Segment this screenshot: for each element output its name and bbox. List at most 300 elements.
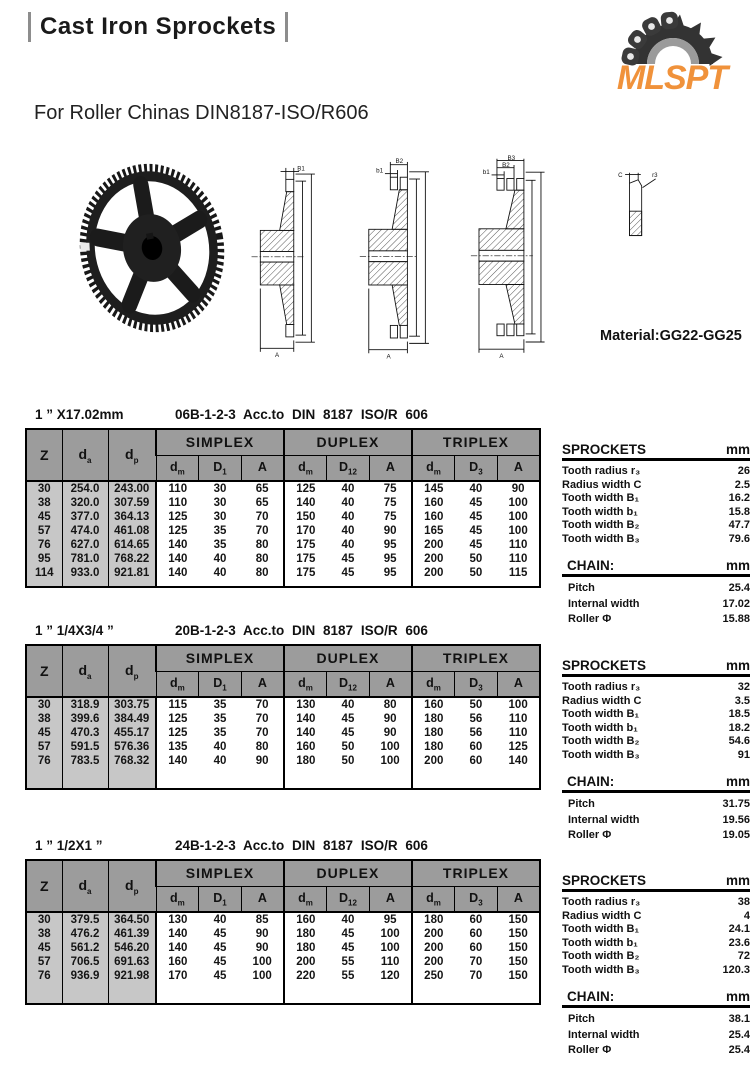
sprockets-spec-list [562, 461, 750, 554]
spec-label: Radius width C [562, 478, 642, 491]
table-cell [199, 768, 242, 789]
table-cell: 160 [424, 699, 444, 711]
title-right-bar [285, 12, 288, 42]
table-cell: 165 [424, 525, 444, 537]
table-cell: 768.32 [108, 754, 156, 768]
spec-row [562, 735, 750, 749]
group-simplex: SIMPLEX [156, 429, 284, 455]
page-title: Cast Iron Sprockets [40, 13, 277, 40]
spec-value: 47.7 [728, 519, 750, 531]
table-cell: 35 [213, 699, 227, 711]
table-cell: 90 [369, 726, 412, 740]
table-cell: 783.5 [62, 754, 108, 768]
table-cell: 56 [469, 713, 483, 725]
table-cell: 933.0 [62, 566, 108, 580]
table-cell: 90 [241, 754, 284, 768]
table-cell: 200 [424, 755, 444, 767]
spec-label: Pitch [568, 798, 595, 810]
table-cell: 160 [168, 956, 188, 968]
unit-label: mm [725, 873, 750, 888]
spec-value: 23.6 [728, 936, 750, 949]
table-cell [369, 983, 412, 1004]
logo-text: MLSPT [616, 59, 728, 92]
table-cell: 591.5 [62, 740, 108, 754]
spec-row [562, 1012, 750, 1028]
sprocket-table-20b [25, 644, 541, 790]
col-a: A [369, 671, 412, 697]
table-cell [199, 580, 242, 587]
spec-value: 25.4 [728, 1028, 750, 1041]
col-dm: $d_m$ [156, 886, 199, 912]
col-dm: $d_m$ [156, 671, 199, 697]
table-cell: 180 [296, 942, 316, 954]
table-cell: 180 [296, 928, 316, 940]
table-cell: 150 [508, 914, 528, 926]
table-cell: 160 [296, 741, 316, 753]
table-cell: 95 [369, 566, 412, 580]
table-cell: 180 [424, 914, 444, 926]
table-cell: 40 [213, 553, 227, 565]
table-cell: 576.36 [108, 740, 156, 754]
dim-label-b1: b1 [482, 169, 490, 177]
table-cell [62, 983, 108, 1004]
spec-label: Roller Φ [568, 829, 612, 841]
table-cell: 180 [296, 755, 316, 767]
chain-spec-list [562, 1008, 750, 1067]
table-cell: 70 [241, 712, 284, 726]
table-section-06b [25, 407, 750, 636]
spec-label: Tooth radius r₃ [562, 465, 641, 477]
table-row [26, 481, 540, 496]
table-cell: 95 [369, 538, 412, 552]
col-a: A [497, 671, 540, 697]
table-cell: 125 [508, 741, 528, 753]
table-cell: 95 [369, 912, 412, 927]
table-cell: 40 [341, 914, 355, 926]
table-cell: 200 [424, 928, 444, 940]
table-cell: 40 [341, 511, 355, 523]
spec-row [562, 506, 750, 520]
table-cell: 150 [296, 511, 316, 523]
col-a: A [241, 671, 284, 697]
spec-row [562, 581, 750, 597]
table-cell [412, 768, 455, 789]
spec-row [562, 695, 750, 709]
table-cell: 364.13 [108, 510, 156, 524]
table-cell: 60 [469, 741, 483, 753]
table-cell: 379.5 [62, 912, 108, 927]
spec-label: Internal width [568, 1028, 640, 1041]
table-cell: 30 [213, 511, 227, 523]
table-cell: 95 [369, 552, 412, 566]
table-cell: 60 [469, 942, 483, 954]
table-cell: 160 [424, 497, 444, 509]
table-cell: 65 [241, 496, 284, 510]
table-cell [369, 768, 412, 789]
spec-value: 32 [737, 681, 750, 693]
dim-label-b1: B1 [297, 165, 305, 173]
spec-label: Tooth width B₃ [562, 748, 640, 761]
spec-label: 06B-1-2-3 Acc.to DIN 8187 ISO/R 606 [175, 407, 428, 422]
table-cell: 200 [424, 942, 444, 954]
spec-value: 31.75 [722, 798, 750, 810]
spec-row [562, 937, 750, 951]
group-duplex: DUPLEX [284, 860, 412, 886]
table-cell [62, 580, 108, 587]
table-cell: 80 [369, 697, 412, 712]
table-cell: 160 [424, 511, 444, 523]
table-cell: 75 [369, 481, 412, 496]
table-cell: 100 [241, 955, 284, 969]
spec-label: Radius width C [562, 909, 642, 922]
table-cell: 45 [469, 539, 483, 551]
col-dm: $d_m$ [284, 455, 327, 481]
col-d3: $D_3$ [455, 671, 498, 697]
spec-value: 17.02 [722, 597, 750, 610]
table-row [26, 927, 540, 941]
table-cell: 125 [168, 525, 188, 537]
table-cell: 140 [168, 942, 188, 954]
table-cell: 921.98 [108, 969, 156, 983]
table-cell: 100 [508, 525, 528, 537]
table-cell [455, 580, 498, 587]
table-cell [497, 768, 540, 789]
dim-label-a: A [274, 352, 280, 360]
table-cell: 70 [469, 970, 483, 982]
table-cell: 76 [26, 754, 62, 768]
table-cell: 70 [241, 510, 284, 524]
table-cell: 70 [241, 697, 284, 712]
spec-label: Roller Φ [568, 1044, 612, 1056]
table-row [26, 566, 540, 580]
unit-label: mm [725, 774, 750, 789]
table-cell: 100 [508, 699, 528, 711]
table-cell: 320.0 [62, 496, 108, 510]
spec-row [562, 1043, 750, 1059]
table-cell: 45 [213, 928, 227, 940]
spec-label: Tooth radius r₃ [562, 681, 641, 693]
table-cell [26, 768, 62, 789]
spec-row [562, 910, 750, 924]
table-cell: 140 [168, 567, 188, 579]
spec-value: 91 [737, 748, 750, 761]
table-cell: 476.2 [62, 927, 108, 941]
table-cell: 175 [296, 567, 316, 579]
table-cell: 50 [341, 755, 355, 767]
table-cell: 140 [168, 928, 188, 940]
col-dm: $d_m$ [412, 671, 455, 697]
table-cell: 30 [26, 697, 62, 712]
group-simplex: SIMPLEX [156, 645, 284, 671]
col-d3: $D_3$ [455, 886, 498, 912]
table-cell: 470.3 [62, 726, 108, 740]
table-cell [497, 580, 540, 587]
col-da: $d_a$ [62, 860, 108, 912]
spec-label: Tooth radius r₃ [562, 896, 641, 908]
table-cell: 90 [369, 712, 412, 726]
spec-panel-06b [562, 442, 750, 636]
col-da: $d_a$ [62, 429, 108, 481]
col-dp: $d_p$ [108, 645, 156, 697]
table-cell: 76 [26, 538, 62, 552]
table-cell: 180 [424, 727, 444, 739]
table-row [26, 754, 540, 768]
table-cell: 90 [369, 524, 412, 538]
size-label: 1 ” 1/2X1 ” [35, 838, 103, 853]
table-body [26, 912, 540, 1004]
table-cell: 546.20 [108, 941, 156, 955]
col-dm: $d_m$ [412, 886, 455, 912]
spec-row [562, 519, 750, 533]
table-cell: 45 [26, 726, 62, 740]
table-cell: 35 [213, 539, 227, 551]
spec-label: Tooth width B₁ [562, 923, 640, 935]
table-cell: 140 [296, 713, 316, 725]
table-cell: 35 [213, 525, 227, 537]
table-row [26, 740, 540, 754]
spec-label: Tooth width B₃ [562, 532, 640, 545]
table-cell: 461.39 [108, 927, 156, 941]
col-da: $d_a$ [62, 645, 108, 697]
table-row [26, 983, 540, 1004]
table-cell [327, 580, 370, 587]
spec-row [562, 964, 750, 978]
spec-value: 4 [743, 909, 750, 922]
spec-row [562, 492, 750, 506]
table-cell: 140 [508, 755, 528, 767]
page-header [28, 12, 288, 42]
col-a: A [241, 455, 284, 481]
table-cell: 150 [508, 928, 528, 940]
table-cell: 40 [341, 539, 355, 551]
table-cell: 40 [213, 755, 227, 767]
spec-row [562, 597, 750, 613]
spec-label: Roller Φ [568, 613, 612, 625]
table-cell: 80 [241, 552, 284, 566]
spec-value: 19.56 [722, 813, 750, 826]
spec-value: 54.6 [728, 735, 750, 747]
table-cell: 150 [508, 956, 528, 968]
spec-value: 38.1 [728, 1013, 750, 1025]
spec-label: Tooth width b₁ [562, 505, 638, 518]
table-cell: 200 [424, 553, 444, 565]
table-cell [284, 580, 327, 587]
sprockets-spec-list [562, 892, 750, 985]
simplex-section-drawing [248, 152, 336, 366]
table-row [26, 941, 540, 955]
table-body [26, 697, 540, 789]
table-section-24b [25, 838, 750, 1067]
table-cell: 90 [511, 483, 525, 495]
col-a: A [369, 455, 412, 481]
table-cell [156, 768, 199, 789]
col-d3: $D_3$ [455, 455, 498, 481]
size-label: 1 ” X17.02mm [35, 407, 124, 422]
table-cell: 384.49 [108, 712, 156, 726]
spec-label: 24B-1-2-3 Acc.to DIN 8187 ISO/R 606 [175, 838, 428, 853]
table-cell [455, 768, 498, 789]
col-dm: $d_m$ [284, 886, 327, 912]
col-d1: $D_1$ [199, 671, 242, 697]
table-cell: 95 [26, 552, 62, 566]
table-cell: 706.5 [62, 955, 108, 969]
spec-value: 16.2 [728, 492, 750, 504]
sprockets-header: SPROCKETS mm [562, 658, 750, 677]
spec-value: 24.1 [728, 923, 750, 935]
table-cell: 768.22 [108, 552, 156, 566]
table-cell: 125 [168, 713, 188, 725]
table-cell: 80 [241, 740, 284, 754]
spec-row [562, 479, 750, 493]
table-cell: 135 [168, 741, 188, 753]
col-d12: $D_{12}$ [327, 671, 370, 697]
dim-label-b2: B2 [502, 161, 510, 169]
spec-value: 3.5 [734, 694, 750, 707]
table-row [26, 552, 540, 566]
table-cell: 40 [469, 483, 483, 495]
table-cell: 45 [213, 970, 227, 982]
group-simplex: SIMPLEX [156, 860, 284, 886]
table-cell: 70 [241, 726, 284, 740]
table-cell: 110 [508, 539, 528, 551]
table-cell: 40 [213, 741, 227, 753]
chain-header: CHAIN: mm [562, 989, 750, 1008]
table-cell: 307.59 [108, 496, 156, 510]
table-cell: 474.0 [62, 524, 108, 538]
table-cell: 170 [168, 970, 188, 982]
sprocket-table-06b [25, 428, 541, 588]
spec-label: Tooth width B₃ [562, 963, 640, 976]
col-a: A [497, 886, 540, 912]
table-cell: 130 [296, 699, 316, 711]
table-cell: 40 [341, 497, 355, 509]
table-cell: 110 [508, 553, 528, 565]
col-z: Z [26, 645, 62, 697]
table-cell: 921.81 [108, 566, 156, 580]
table-cell: 200 [424, 567, 444, 579]
table-cell: 30 [213, 483, 227, 495]
table-cell: 160 [296, 914, 316, 926]
table-cell: 100 [369, 927, 412, 941]
table-cell: 140 [168, 553, 188, 565]
table-cell: 30 [213, 497, 227, 509]
spec-label: Tooth width B₁ [562, 492, 640, 504]
spec-label: Pitch [568, 582, 595, 594]
table-cell: 80 [241, 566, 284, 580]
table-cell: 936.9 [62, 969, 108, 983]
dim-label-b1: b1 [376, 167, 384, 175]
table-cell: 45 [341, 928, 355, 940]
table-cell: 65 [241, 481, 284, 496]
dim-label-b3: B3 [507, 155, 516, 163]
spec-value: 38 [737, 896, 750, 908]
dim-label-c: C [618, 172, 623, 180]
table-cell: 110 [168, 497, 188, 509]
table-cell: 38 [26, 927, 62, 941]
table-cell: 115 [168, 699, 188, 711]
spec-value: 26 [737, 465, 750, 477]
group-triplex: TRIPLEX [412, 645, 540, 671]
table-cell: 50 [469, 553, 483, 565]
sprockets-spec-list [562, 677, 750, 770]
table-cell: 45 [341, 727, 355, 739]
table-section-20b [25, 623, 750, 852]
table-cell: 57 [26, 740, 62, 754]
spec-row [562, 950, 750, 964]
table-cell: 781.0 [62, 552, 108, 566]
table-cell: 254.0 [62, 481, 108, 496]
spec-value: 120.3 [722, 963, 750, 976]
group-triplex: TRIPLEX [412, 860, 540, 886]
duplex-section-drawing [358, 150, 455, 367]
table-cell: 75 [369, 496, 412, 510]
table-cell: 55 [341, 970, 355, 982]
col-a: A [497, 455, 540, 481]
col-dm: $d_m$ [284, 671, 327, 697]
table-cell: 399.6 [62, 712, 108, 726]
spec-value: 15.8 [728, 505, 750, 518]
table-cell: 90 [241, 927, 284, 941]
table-cell: 45 [469, 497, 483, 509]
table-cell: 56 [469, 727, 483, 739]
table-cell: 250 [424, 970, 444, 982]
table-cell [284, 983, 327, 1004]
unit-label: mm [725, 989, 750, 1004]
table-cell: 100 [508, 511, 528, 523]
table-cell: 60 [469, 755, 483, 767]
spec-value: 19.05 [722, 829, 750, 841]
tooth-profile-detail [612, 165, 660, 253]
table-row [26, 580, 540, 587]
col-a: A [241, 886, 284, 912]
spec-value: 18.2 [728, 721, 750, 734]
col-dp: $d_p$ [108, 429, 156, 481]
col-a: A [369, 886, 412, 912]
group-duplex: DUPLEX [284, 645, 412, 671]
spec-label: Tooth width B₂ [562, 519, 640, 531]
table-cell [412, 580, 455, 587]
sprocket-photo [68, 148, 236, 350]
mlspt-logo [603, 2, 741, 92]
spec-label: Radius width C [562, 694, 642, 707]
table-cell: 30 [26, 481, 62, 496]
table-cell [241, 768, 284, 789]
table-cell: 691.63 [108, 955, 156, 969]
spec-panel-24b [562, 873, 750, 1067]
col-d12: $D_{12}$ [327, 886, 370, 912]
table-cell: 114 [26, 566, 62, 580]
table-cell: 243.00 [108, 481, 156, 496]
col-dp: $d_p$ [108, 860, 156, 912]
table-cell: 175 [296, 539, 316, 551]
table-cell: 200 [424, 956, 444, 968]
table-cell [327, 983, 370, 1004]
table-cell: 125 [168, 727, 188, 739]
table-cell: 455.17 [108, 726, 156, 740]
table-row [26, 538, 540, 552]
spec-row [562, 465, 750, 479]
table-cell [369, 580, 412, 587]
table-cell: 130 [168, 914, 188, 926]
table-cell: 140 [296, 497, 316, 509]
table-cell: 461.08 [108, 524, 156, 538]
table-cell: 150 [508, 942, 528, 954]
table-cell: 364.50 [108, 912, 156, 927]
table-cell [108, 768, 156, 789]
table-cell: 110 [168, 483, 188, 495]
spec-label: Internal width [568, 813, 640, 826]
spec-panel-20b [562, 658, 750, 852]
